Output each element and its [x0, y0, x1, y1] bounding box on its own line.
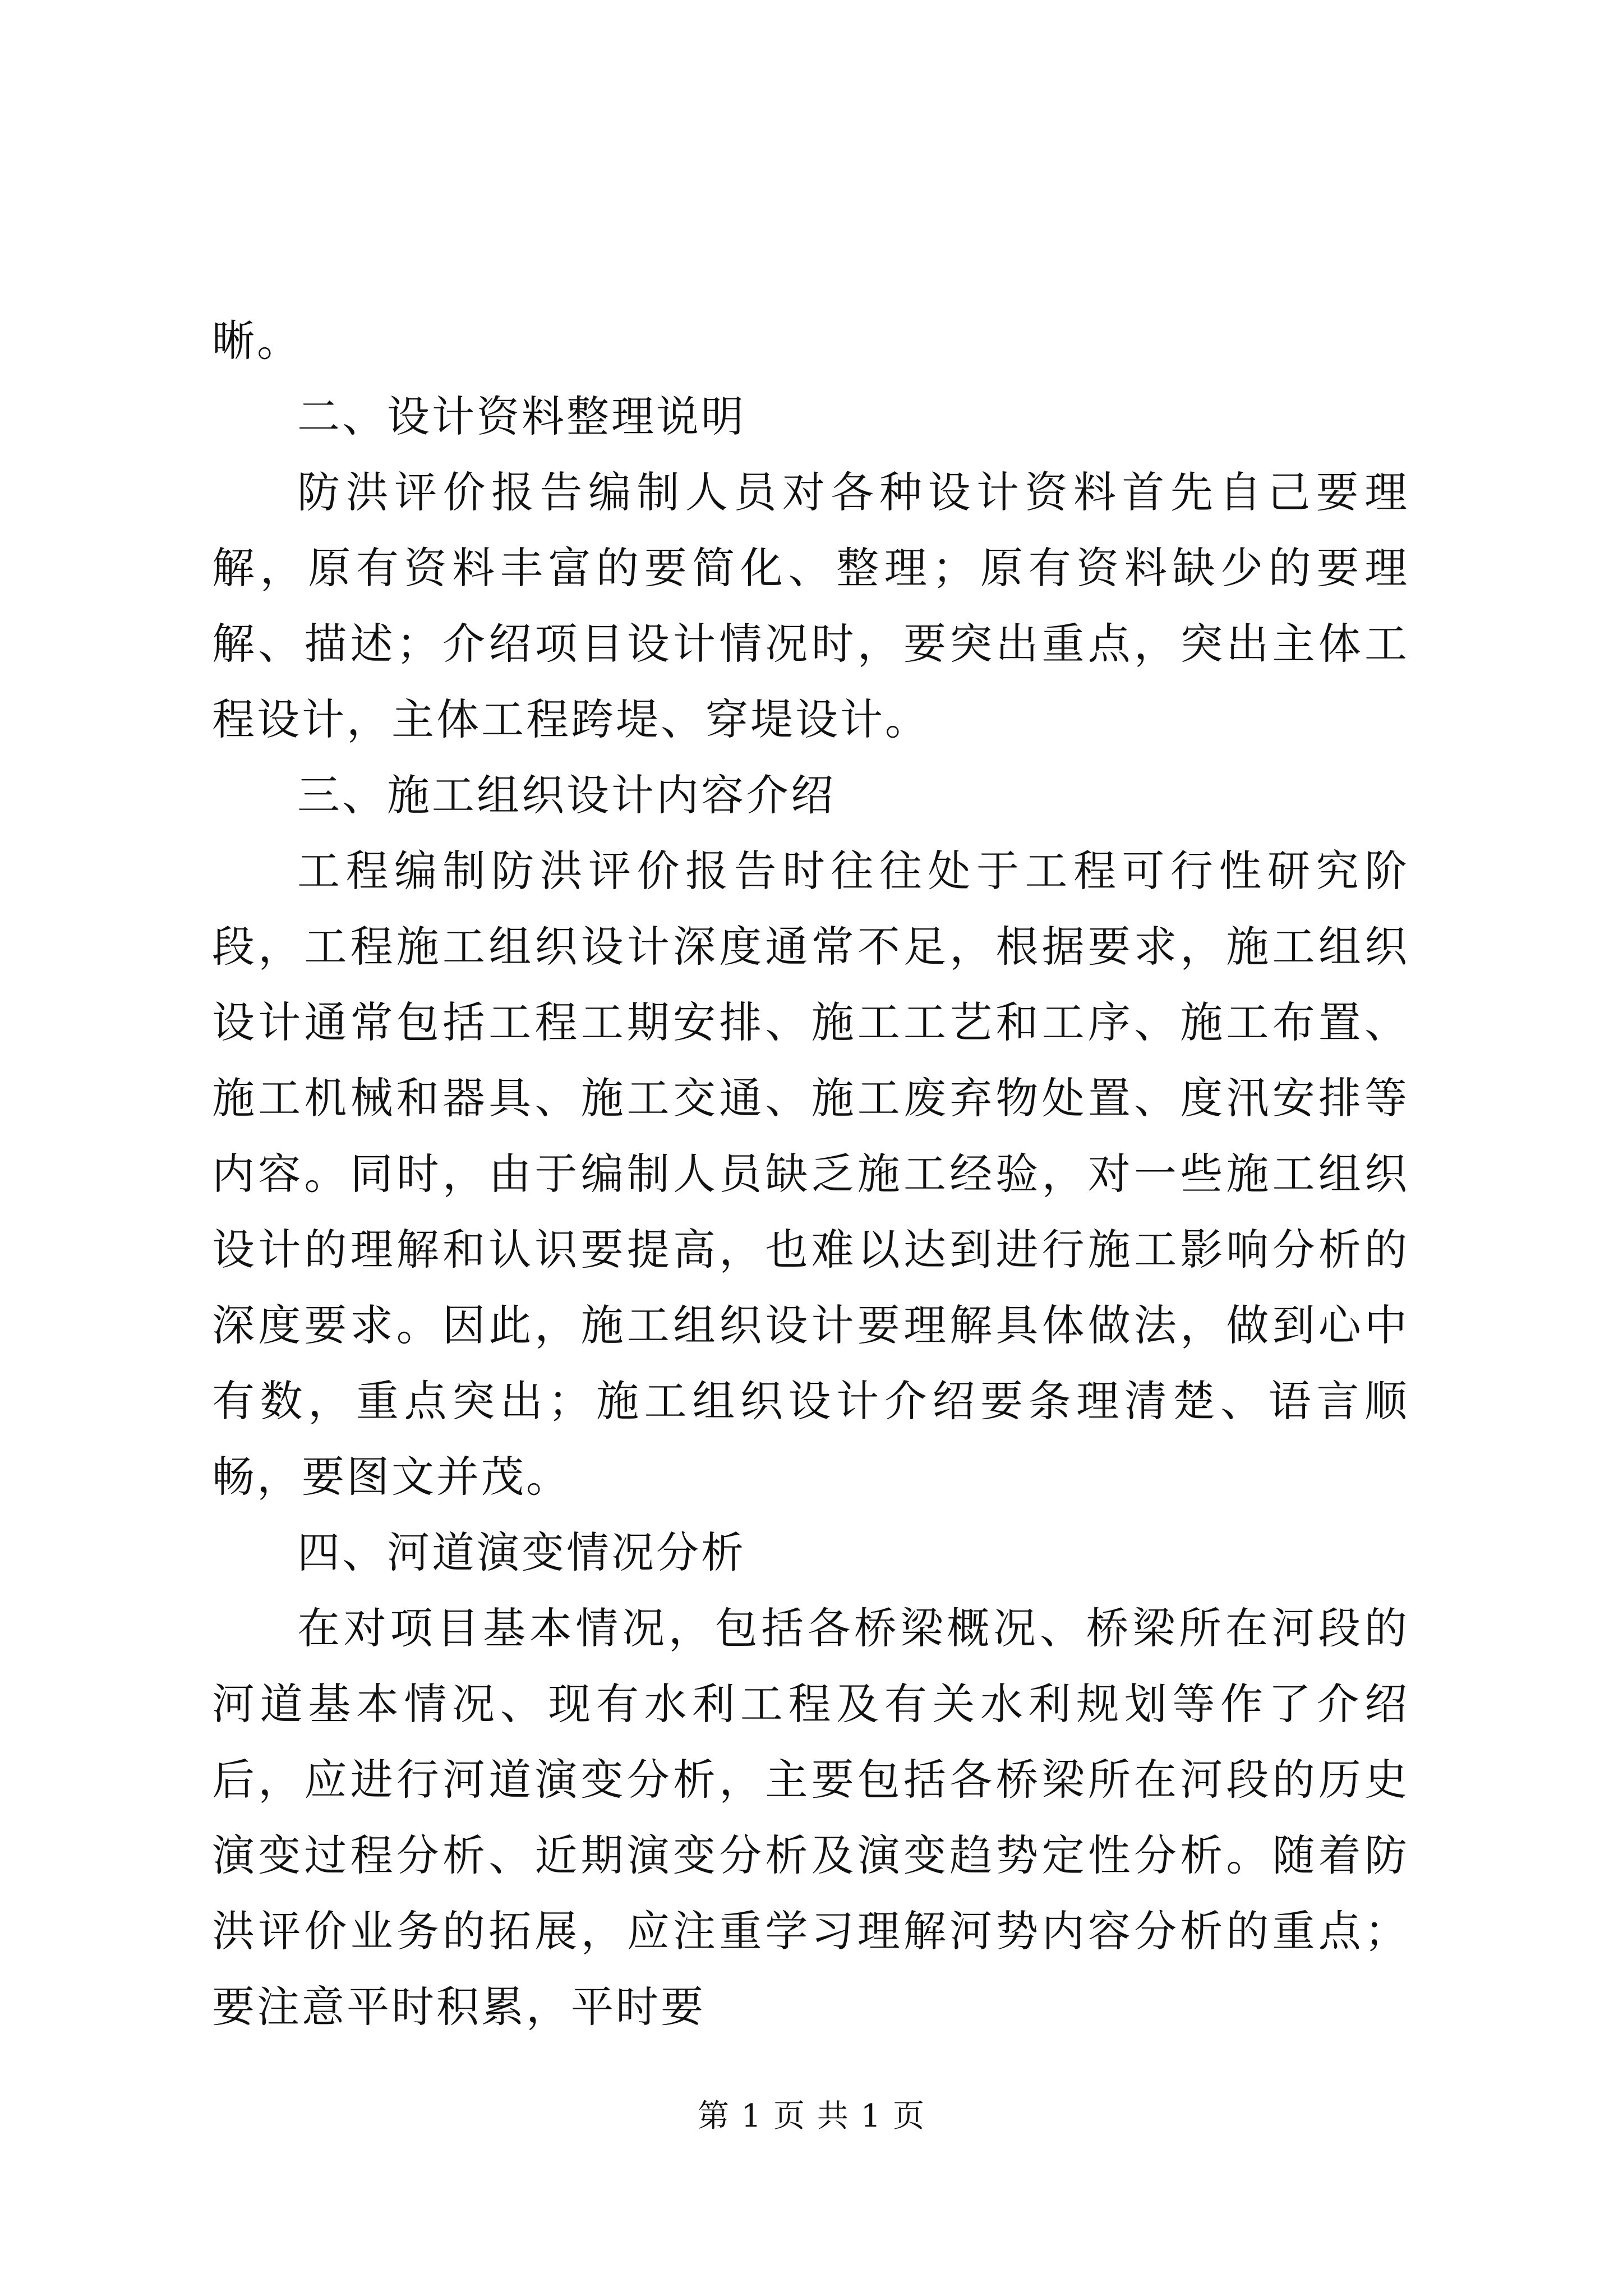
page-footer: 第 1 页 共 1 页	[697, 2098, 926, 2134]
section-heading-2: 二、设计资料整理说明	[297, 392, 746, 441]
section-heading-4: 四、河道演变情况分析	[297, 1527, 746, 1577]
section-paragraph-4: 在对项目基本情况，包括各桥梁概况、桥梁所在河段的河道基本情况、现有水利工程及有关水利规划等作了介绍后，应进行河道演变分析，主要包括各桥梁所在河段的历史演变过程分析、近期演变分析及演变趋势定性分析。随着防洪评价业务的拓展，应注重学习理解河势内容分析的重点；要注意平时积累，平时要	[212, 1603, 1409, 2032]
continuation-text: 晰。	[212, 316, 302, 366]
section-heading-3: 三、施工组织设计内容介绍	[297, 770, 836, 820]
section-paragraph-3: 工程编制防洪评价报告时往往处于工程可行性研究阶段，工程施工组织设计深度通常不足，根据要求，施工组织设计通常包括工程工期安排、施工工艺和工序、施工布置、施工机械和器具、施工交通、施工废弃物处置、度汛安排等内容。同时，由于编制人员缺乏施工经验，对一些施工组织设计的理解和认识要提高，也难以达到进行施工影响分析的深度要求。因此，施工组织设计要理解具体做法，做到心中有数，重点突出；施工组织设计介绍要条理清楚、语言顺畅，要图文并茂。	[212, 846, 1409, 1502]
document-body	[212, 303, 1409, 2045]
section-paragraph-2: 防洪评价报告编制人员对各种设计资料首先自己要理解，原有资料丰富的要简化、整理；原有资料缺少的要理解、描述；介绍项目设计情况时，要突出重点，突出主体工程设计，主体工程跨堤、穿堤设计。	[212, 467, 1409, 744]
